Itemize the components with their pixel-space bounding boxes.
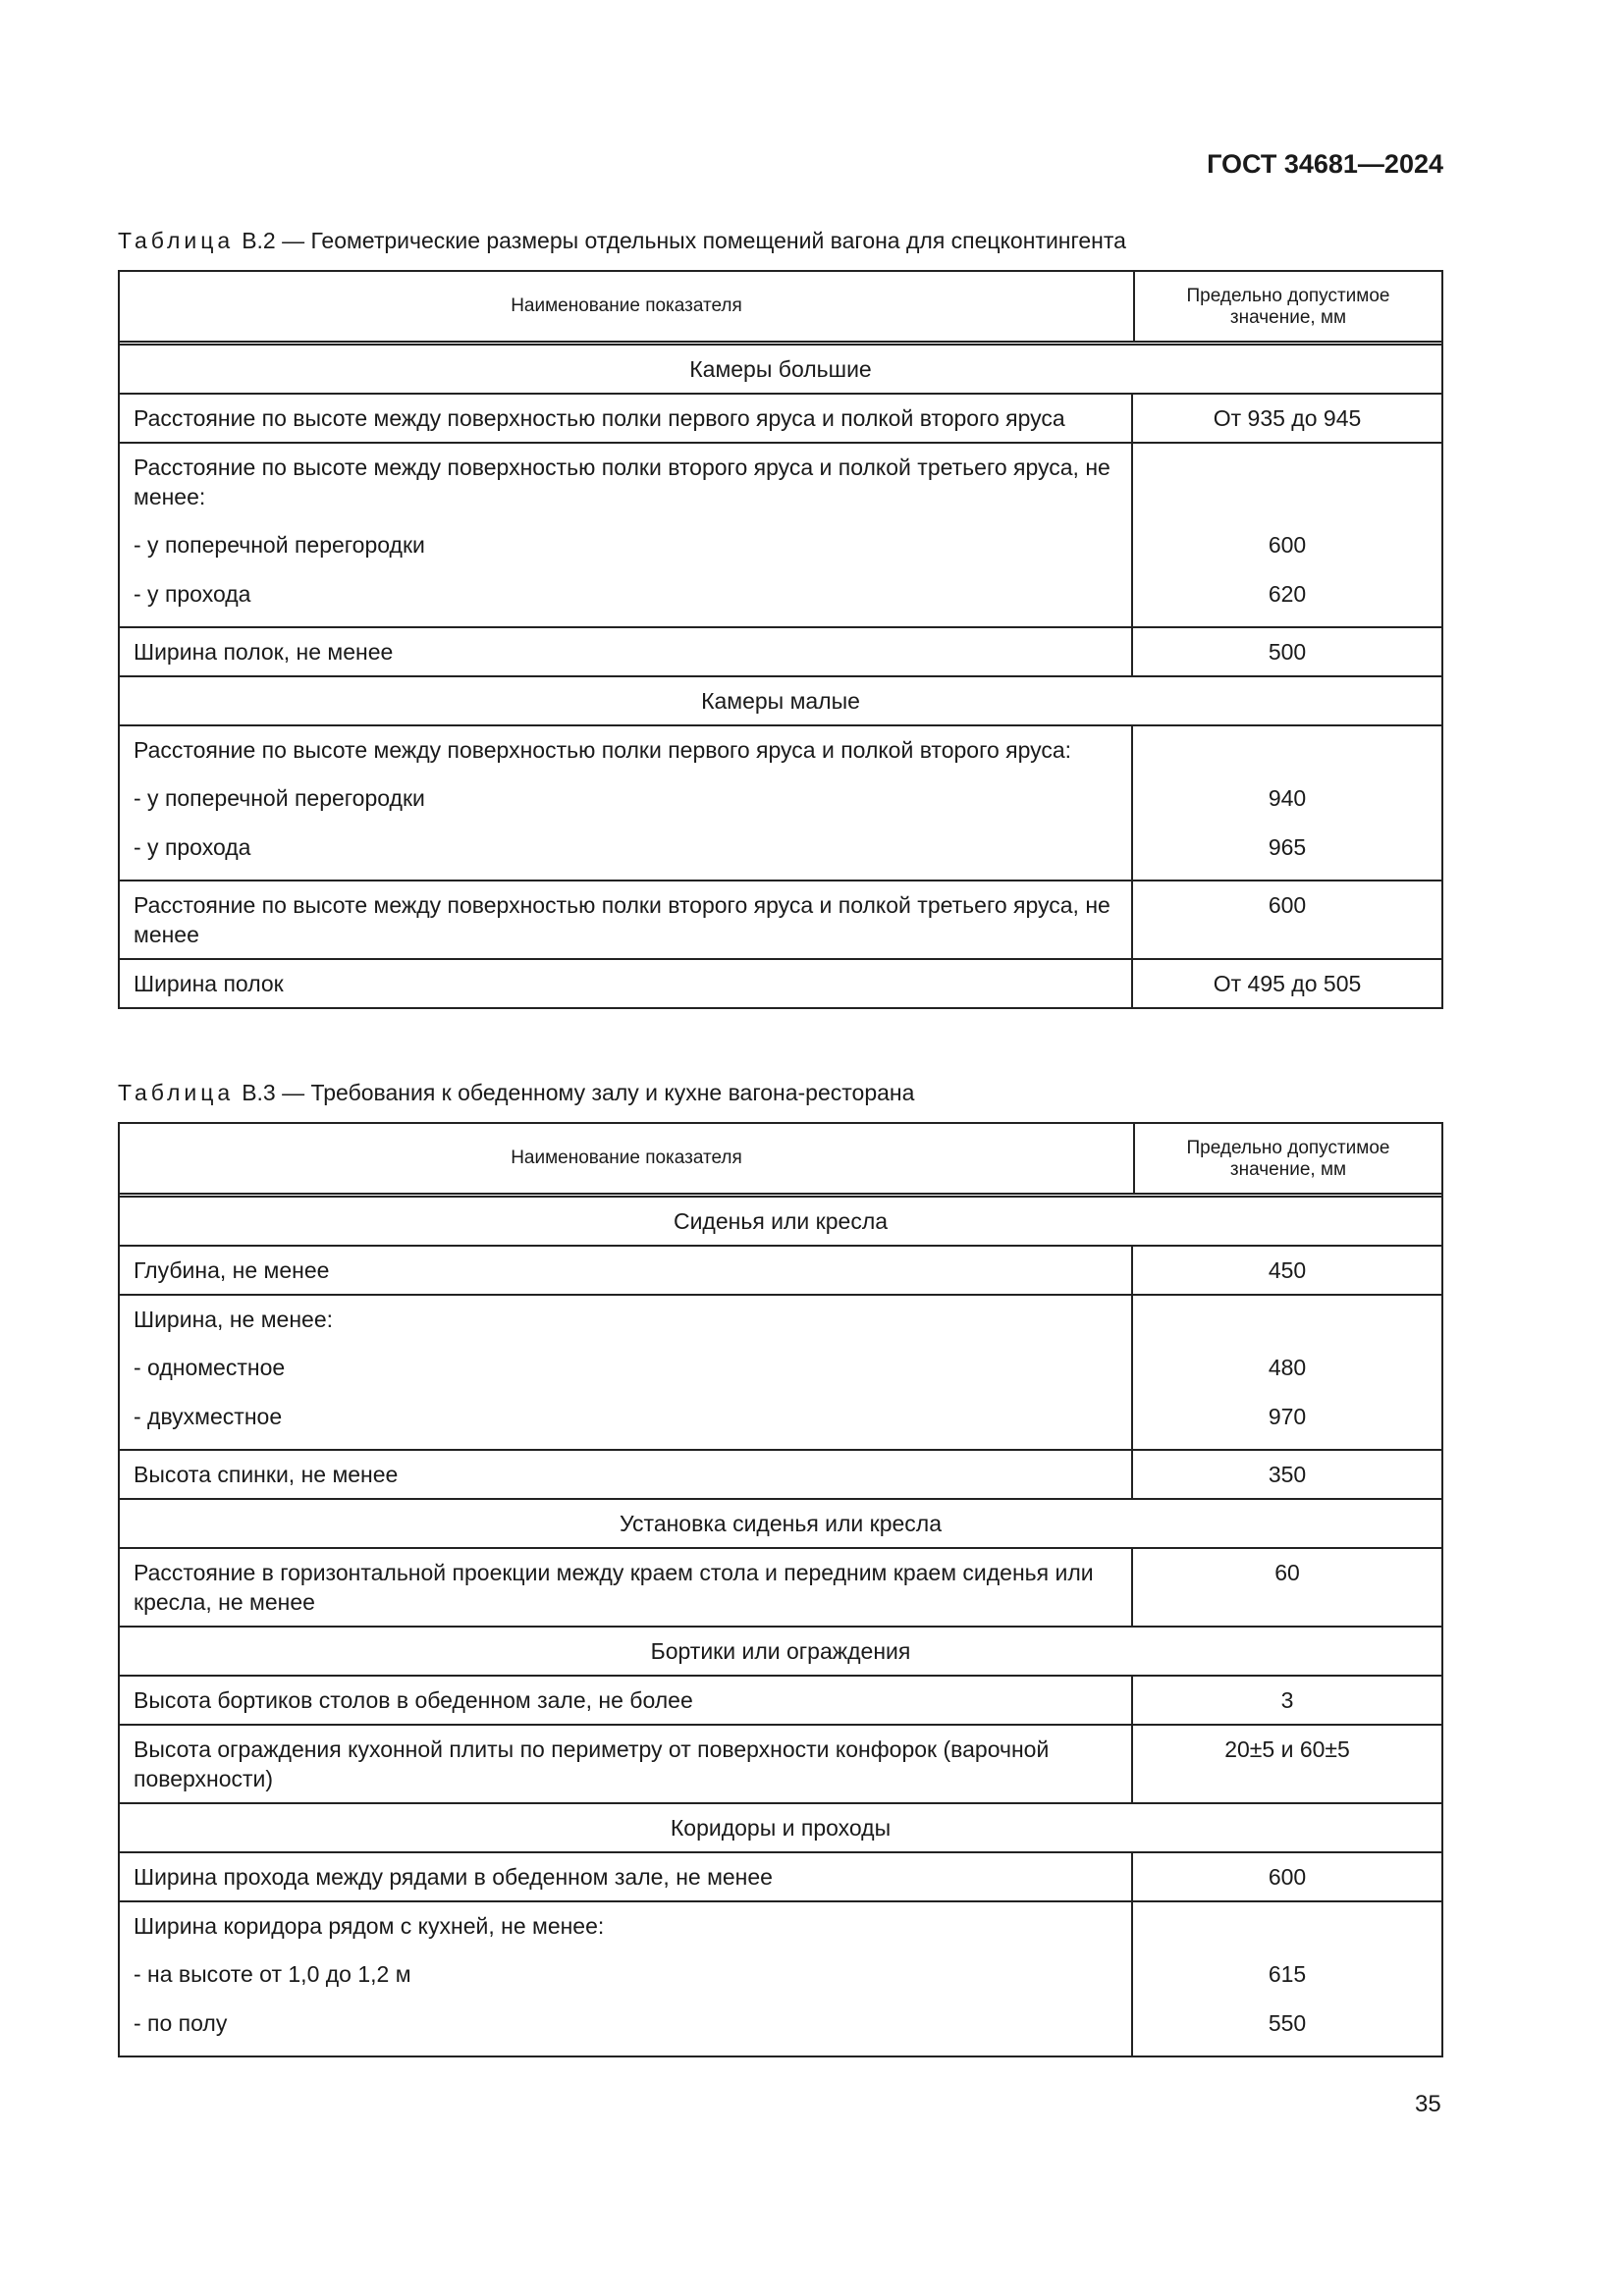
table-row bbox=[120, 1726, 1441, 1804]
column-header-value bbox=[1135, 272, 1441, 341]
section-row: Камеры большие bbox=[120, 346, 1441, 395]
caption-text: В.2 — Геометрические размеры отдельных помещений вагона для спецконтингента bbox=[242, 228, 1126, 253]
table-row bbox=[120, 1853, 1441, 1902]
caption-text: В.3 — Требования к обеденному залу и кухне вагона-ресторана bbox=[242, 1080, 915, 1105]
column-header-name: Наименование показателя bbox=[120, 1124, 1135, 1193]
table-b3 bbox=[118, 1122, 1443, 2057]
row-part bbox=[120, 1999, 1441, 2056]
cell-value bbox=[1133, 444, 1441, 520]
cell-name: - у поперечной перегородки bbox=[120, 774, 1133, 823]
row-part bbox=[120, 1343, 1441, 1392]
column-header-line: значение, мм bbox=[1229, 307, 1347, 328]
section-row: Сиденья или кресла bbox=[120, 1198, 1441, 1247]
table-row bbox=[120, 628, 1441, 677]
cell-value bbox=[1133, 1296, 1441, 1343]
cell-value: 940 bbox=[1268, 785, 1307, 811]
cell-name: - у прохода bbox=[120, 569, 1133, 626]
cell-value bbox=[1133, 1902, 1441, 1949]
cell-value: 965 bbox=[1268, 834, 1307, 860]
row-part bbox=[120, 774, 1441, 823]
row-part bbox=[120, 881, 1441, 958]
row-part bbox=[120, 444, 1441, 520]
cell-name: Расстояние по высоте между поверхностью полки второго яруса и полкой третьего яруса, не менее bbox=[120, 881, 1133, 958]
cell-name: - на высоте от 1,0 до 1,2 м bbox=[120, 1949, 1133, 1999]
section-row: Бортики или ограждения bbox=[120, 1628, 1441, 1677]
table-row bbox=[120, 1549, 1441, 1628]
cell-name: Высота бортиков столов в обеденном зале, не более bbox=[120, 1677, 1133, 1724]
document-header: ГОСТ 34681—2024 bbox=[1207, 149, 1443, 179]
table-b3-caption bbox=[118, 1080, 914, 1106]
cell-value: 20±5 и 60±5 bbox=[1224, 1736, 1350, 1762]
cell-name: Расстояние по высоте между поверхностью полки первого яруса и полкой второго яруса bbox=[120, 395, 1133, 442]
page-number: 35 bbox=[1415, 2091, 1441, 2117]
row-part bbox=[120, 520, 1441, 569]
cell-name: Расстояние в горизонтальной проекции между краем стола и передним краем сиденья или кресла, не менее bbox=[120, 1549, 1133, 1626]
cell-value: 480 bbox=[1268, 1355, 1307, 1380]
row-part bbox=[120, 1549, 1441, 1626]
row-part bbox=[120, 823, 1441, 880]
table-row bbox=[120, 1902, 1441, 2056]
table-header bbox=[120, 1124, 1441, 1198]
cell-name: Глубина, не менее bbox=[120, 1247, 1133, 1294]
table-header bbox=[120, 272, 1441, 346]
cell-name: - по полу bbox=[120, 1999, 1133, 2056]
cell-name: Высота ограждения кухонной плиты по периметру от поверхности конфорок (варочной поверхности) bbox=[120, 1726, 1133, 1802]
row-part bbox=[120, 1296, 1441, 1343]
column-header-text bbox=[1187, 286, 1390, 329]
cell-name: Ширина полок, не менее bbox=[120, 628, 1133, 675]
cell-value: 620 bbox=[1268, 581, 1307, 607]
column-header-name: Наименование показателя bbox=[120, 272, 1135, 341]
cell-name: Расстояние по высоте между поверхностью полки второго яруса и полкой третьего яруса, не менее: bbox=[120, 444, 1133, 520]
caption-prefix: Таблица bbox=[118, 1080, 235, 1105]
cell-value bbox=[1133, 726, 1441, 774]
column-header-value bbox=[1135, 1124, 1441, 1193]
row-part bbox=[120, 1677, 1441, 1724]
table-row bbox=[120, 1677, 1441, 1726]
cell-name: Ширина коридора рядом с кухней, не менее: bbox=[120, 1902, 1133, 1949]
table-row bbox=[120, 960, 1441, 1007]
row-part bbox=[120, 1451, 1441, 1498]
column-header-line: Предельно допустимое bbox=[1186, 1138, 1390, 1158]
cell-value: 500 bbox=[1268, 639, 1307, 665]
caption-prefix: Таблица bbox=[118, 228, 235, 253]
cell-value: 550 bbox=[1268, 2010, 1307, 2036]
column-header-line: значение, мм bbox=[1229, 1159, 1347, 1180]
row-part bbox=[120, 1726, 1441, 1802]
cell-name: - у поперечной перегородки bbox=[120, 520, 1133, 569]
table-b2-caption bbox=[118, 228, 1126, 254]
row-part bbox=[120, 395, 1441, 442]
cell-value: От 935 до 945 bbox=[1213, 405, 1362, 431]
table-row bbox=[120, 1247, 1441, 1296]
column-header-line: Предельно допустимое bbox=[1186, 286, 1390, 306]
cell-value: 600 bbox=[1268, 892, 1307, 918]
cell-value: 450 bbox=[1268, 1257, 1307, 1283]
row-part bbox=[120, 569, 1441, 626]
table-row bbox=[120, 881, 1441, 960]
cell-name: Ширина прохода между рядами в обеденном зале, не менее bbox=[120, 1853, 1133, 1900]
cell-name: - у прохода bbox=[120, 823, 1133, 880]
row-part bbox=[120, 628, 1441, 675]
cell-value: 600 bbox=[1268, 1864, 1307, 1890]
table-row bbox=[120, 726, 1441, 881]
cell-name: Ширина, не менее: bbox=[120, 1296, 1133, 1343]
table-b2 bbox=[118, 270, 1443, 1009]
cell-value: 3 bbox=[1280, 1687, 1294, 1713]
row-part bbox=[120, 960, 1441, 1007]
section-row: Коридоры и проходы bbox=[120, 1804, 1441, 1853]
cell-name: Расстояние по высоте между поверхностью полки первого яруса и полкой второго яруса: bbox=[120, 726, 1133, 774]
column-header-text bbox=[1187, 1138, 1390, 1181]
cell-value: 60 bbox=[1274, 1560, 1300, 1585]
table-row bbox=[120, 395, 1441, 444]
table-row bbox=[120, 444, 1441, 628]
section-row: Установка сиденья или кресла bbox=[120, 1500, 1441, 1549]
table-row bbox=[120, 1296, 1441, 1451]
row-part bbox=[120, 726, 1441, 774]
cell-name: - двухместное bbox=[120, 1392, 1133, 1449]
cell-name: Высота спинки, не менее bbox=[120, 1451, 1133, 1498]
cell-value: 350 bbox=[1268, 1462, 1307, 1487]
cell-name: Ширина полок bbox=[120, 960, 1133, 1007]
row-part bbox=[120, 1853, 1441, 1900]
row-part bbox=[120, 1247, 1441, 1294]
cell-name: - одноместное bbox=[120, 1343, 1133, 1392]
table-row bbox=[120, 1451, 1441, 1500]
cell-value: От 495 до 505 bbox=[1213, 971, 1362, 996]
row-part bbox=[120, 1902, 1441, 1949]
cell-value: 600 bbox=[1268, 532, 1307, 558]
section-row: Камеры малые bbox=[120, 677, 1441, 726]
cell-value: 970 bbox=[1268, 1404, 1307, 1429]
row-part bbox=[120, 1392, 1441, 1449]
row-part bbox=[120, 1949, 1441, 1999]
cell-value: 615 bbox=[1268, 1961, 1307, 1987]
